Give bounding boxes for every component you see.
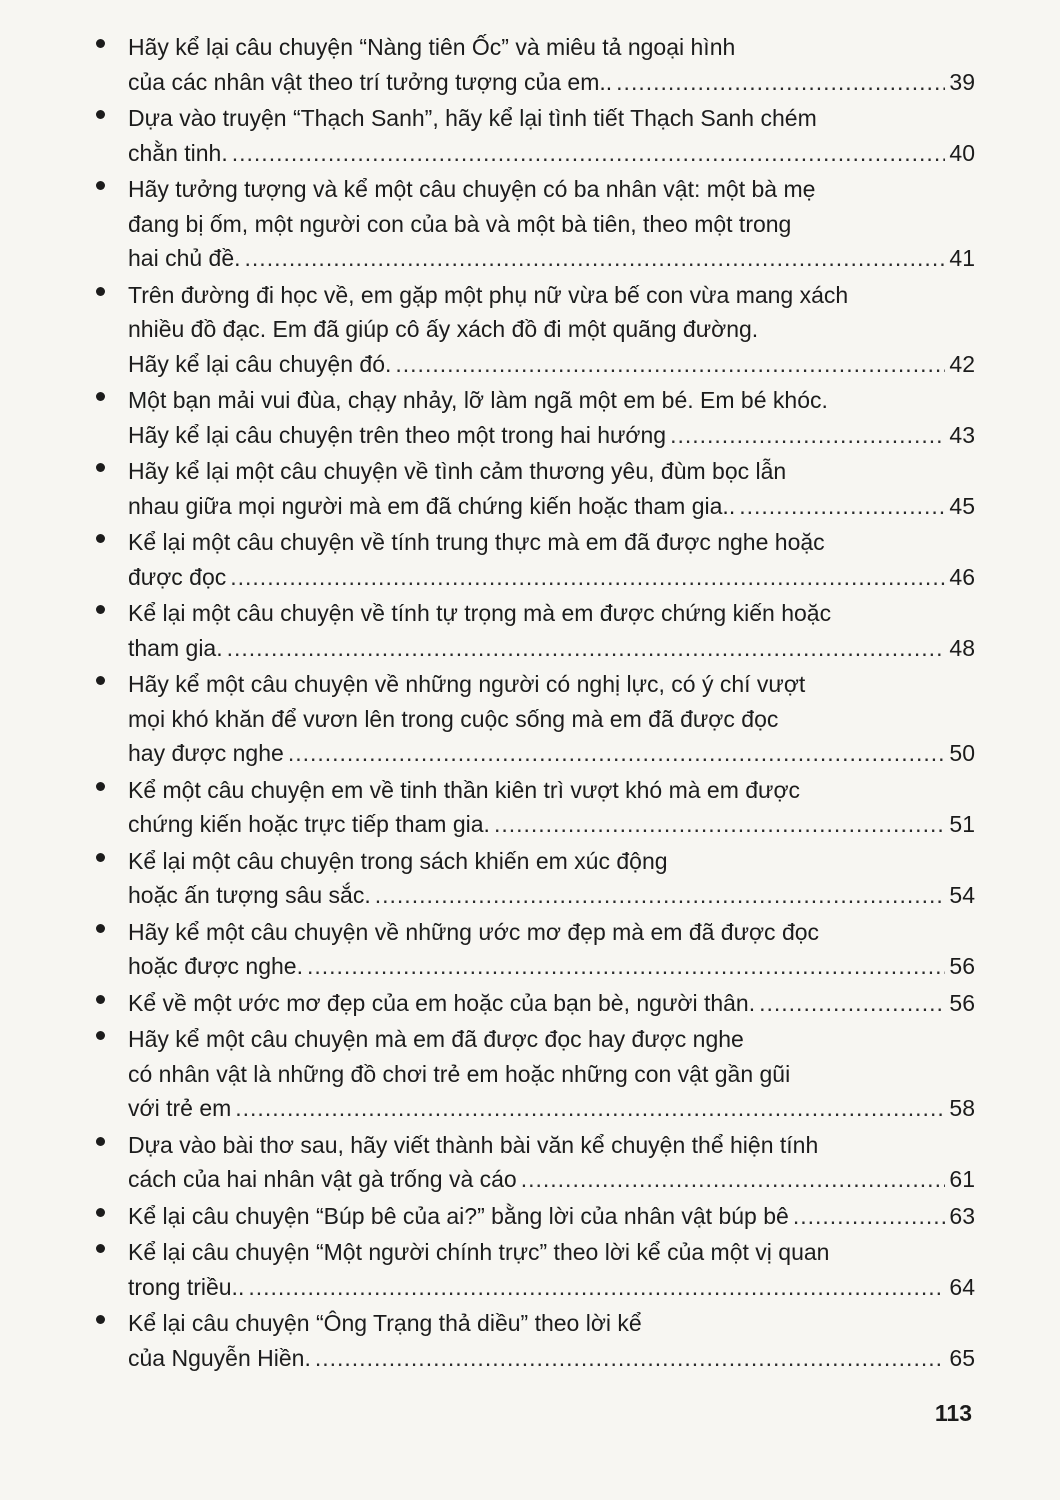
entry-text: Dựa vào truyện “Thạch Sanh”, hãy kể lại tình tiết Thạch Sanh chém xyxy=(128,105,817,131)
entry-line xyxy=(128,986,975,1021)
dot-leader xyxy=(494,807,945,842)
toc-entry xyxy=(90,525,975,594)
entry-text: Hãy kể một câu chuyện về những người có nghị lực, có ý chí vượt xyxy=(128,671,806,697)
toc-entry xyxy=(90,667,975,771)
entry-page-number: 51 xyxy=(949,811,975,837)
entry-line xyxy=(128,1022,975,1057)
entry-line xyxy=(128,65,975,100)
entry-page-number: 48 xyxy=(949,634,975,661)
toc-entry xyxy=(90,773,975,842)
entry-text: hoặc được nghe. xyxy=(128,953,303,979)
dot-leader xyxy=(307,949,945,984)
bullet-icon xyxy=(96,853,105,862)
entry-text: nhau giữa mọi người mà em đã chứng kiến hoặc tham gia.. xyxy=(128,492,736,519)
dot-leader xyxy=(288,736,946,771)
bullet-icon xyxy=(96,39,105,48)
entry-line xyxy=(128,631,975,666)
entry-text: tham gia. xyxy=(128,634,223,661)
dot-leader xyxy=(670,418,945,453)
bullet-icon xyxy=(96,463,105,472)
entry-line xyxy=(128,807,975,842)
dot-leader xyxy=(230,560,945,595)
table-of-contents xyxy=(90,30,975,1377)
entry-line xyxy=(128,489,975,524)
entry-text: Hãy kể một câu chuyện về những ước mơ đẹp mà em đã được đọc xyxy=(128,918,820,945)
toc-entry xyxy=(90,1199,975,1234)
entry-line xyxy=(128,667,975,702)
entry-line xyxy=(128,172,975,207)
toc-entry xyxy=(90,844,975,913)
entry-line xyxy=(128,878,975,913)
dot-leader xyxy=(235,1091,945,1126)
dot-leader xyxy=(245,241,946,276)
entry-page-number: 43 xyxy=(949,421,975,448)
entry-text: Kể một câu chuyện em về tinh thần kiên trì vượt khó mà em được xyxy=(128,776,801,803)
entry-text: hai chủ đề. xyxy=(128,245,241,271)
entry-text: Kể lại một câu chuyện về tính tự trọng mà em được chứng kiến hoặc xyxy=(128,600,832,626)
bullet-icon xyxy=(96,392,105,401)
bullet-icon xyxy=(96,1031,105,1040)
dot-leader xyxy=(375,878,946,913)
entry-page-number: 41 xyxy=(949,245,975,271)
entry-text: cách của hai nhân vật gà trống và cáo xyxy=(128,1166,517,1192)
dot-leader xyxy=(739,489,945,524)
entry-line xyxy=(128,30,975,65)
bullet-icon xyxy=(96,1208,105,1217)
entry-text: Dựa vào bài thơ sau, hãy viết thành bài văn kể chuyện thể hiện tính xyxy=(128,1131,819,1158)
entry-text: Trên đường đi học về, em gặp một phụ nữ vừa bế con vừa mang xách xyxy=(128,281,849,308)
entry-text: Kể lại một câu chuyện trong sách khiến em xúc động xyxy=(128,847,668,874)
entry-line xyxy=(128,454,975,489)
entry-page-number: 45 xyxy=(949,492,975,519)
entry-page-number: 64 xyxy=(949,1273,975,1300)
dot-leader xyxy=(315,1341,946,1376)
entry-line xyxy=(128,241,975,276)
toc-entry xyxy=(90,1306,975,1375)
bullet-icon xyxy=(96,534,105,543)
dot-leader xyxy=(793,1199,946,1234)
bullet-icon xyxy=(96,676,105,685)
entry-line xyxy=(128,1235,975,1270)
entry-line xyxy=(128,560,975,595)
entry-line xyxy=(128,207,975,242)
entry-line xyxy=(128,1128,975,1163)
entry-text: trong triều.. xyxy=(128,1273,245,1300)
toc-entry xyxy=(90,30,975,99)
entry-page-number: 39 xyxy=(949,68,975,95)
bullet-icon xyxy=(96,605,105,614)
entry-text: Kể lại một câu chuyện về tính trung thực mà em đã được nghe hoặc xyxy=(128,529,825,555)
dot-leader xyxy=(395,347,945,382)
dot-leader xyxy=(232,136,946,171)
toc-entry xyxy=(90,101,975,170)
dot-leader xyxy=(248,1270,945,1305)
toc-entry xyxy=(90,278,975,382)
entry-text: Hãy kể lại câu chuyện đó. xyxy=(128,350,392,377)
entry-page-number: 56 xyxy=(949,989,975,1016)
entry-page-number: 40 xyxy=(949,139,975,166)
entry-text: chứng kiến hoặc trực tiếp tham gia. xyxy=(128,811,490,837)
bullet-icon xyxy=(96,1244,105,1253)
entry-line xyxy=(128,347,975,382)
entry-line xyxy=(128,1057,975,1092)
entry-text: với trẻ em xyxy=(128,1095,232,1121)
entry-line xyxy=(128,1091,975,1126)
entry-text: Kể lại câu chuyện “Một người chính trực” theo lời kể của một vị quan xyxy=(128,1239,830,1265)
toc-entry xyxy=(90,986,975,1021)
bullet-icon xyxy=(96,1315,105,1324)
entry-line xyxy=(128,736,975,771)
entry-text: chằn tinh. xyxy=(128,139,228,166)
page-number: 113 xyxy=(934,1400,972,1426)
entry-text: Kể lại câu chuyện “Búp bê của ai?” bằng lời của nhân vật búp bê xyxy=(128,1202,789,1229)
bullet-icon xyxy=(96,181,105,190)
toc-entry xyxy=(90,1022,975,1126)
entry-line xyxy=(128,418,975,453)
entry-line xyxy=(128,1341,975,1376)
dot-leader xyxy=(616,65,945,100)
toc-entry xyxy=(90,915,975,984)
entry-page-number: 46 xyxy=(949,563,975,590)
bullet-icon xyxy=(96,287,105,296)
entry-page-number: 54 xyxy=(949,882,975,908)
dot-leader xyxy=(521,1162,946,1197)
entry-page-number: 61 xyxy=(949,1166,975,1192)
entry-line xyxy=(128,312,975,347)
toc-entry xyxy=(90,383,975,452)
entry-line xyxy=(128,1162,975,1197)
entry-text: của các nhân vật theo trí tưởng tượng của em.. xyxy=(128,68,613,95)
toc-entry xyxy=(90,1235,975,1304)
entry-line xyxy=(128,136,975,171)
entry-text: nhiều đồ đạc. Em đã giúp cô ấy xách đồ đi một quãng đường. xyxy=(128,316,759,342)
entry-text: Kể về một ước mơ đẹp của em hoặc của bạn bè, người thân. xyxy=(128,989,756,1016)
entry-line xyxy=(128,844,975,879)
entry-line xyxy=(128,773,975,808)
entry-line xyxy=(128,596,975,631)
entry-text: Hãy kể lại câu chuyện “Nàng tiên Ốc” và miêu tả ngoại hình xyxy=(128,34,736,60)
entry-text: đang bị ốm, một người con của bà và một bà tiên, theo một trong xyxy=(128,210,792,237)
bullet-icon xyxy=(96,924,105,933)
entry-text: Hãy kể lại một câu chuyện về tình cảm thương yêu, đùm bọc lẫn xyxy=(128,458,787,484)
entry-line xyxy=(128,949,975,984)
bullet-icon xyxy=(96,1137,105,1146)
bullet-icon xyxy=(96,782,105,791)
entry-page-number: 42 xyxy=(949,350,975,377)
toc-entry xyxy=(90,454,975,523)
entry-text: Một bạn mải vui đùa, chạy nhảy, lỡ làm ngã một em bé. Em bé khóc. xyxy=(128,387,828,413)
entry-line xyxy=(128,1199,975,1234)
entry-text: hay được nghe xyxy=(128,740,284,766)
entry-line xyxy=(128,101,975,136)
entry-text: của Nguyễn Hiền. xyxy=(128,1344,311,1371)
entry-line xyxy=(128,278,975,313)
entry-text: hoặc ấn tượng sâu sắc. xyxy=(128,882,371,908)
entry-text: Hãy tưởng tượng và kể một câu chuyện có ba nhân vật: một bà mẹ xyxy=(128,176,816,202)
bullet-icon xyxy=(96,110,105,119)
entry-line xyxy=(128,702,975,737)
entry-page-number: 65 xyxy=(949,1344,975,1371)
entry-page-number: 63 xyxy=(949,1202,975,1229)
entry-line xyxy=(128,1306,975,1341)
entry-text: Hãy kể lại câu chuyện trên theo một trong hai hướng xyxy=(128,421,667,448)
bullet-icon xyxy=(96,995,105,1004)
entry-text: được đọc xyxy=(128,563,227,590)
entry-text: Kể lại câu chuyện “Ông Trạng thả diều” theo lời kể xyxy=(128,1310,642,1336)
toc-entry xyxy=(90,1128,975,1197)
entry-line xyxy=(128,383,975,418)
entry-text: mọi khó khăn để vươn lên trong cuộc sống mà em đã được đọc xyxy=(128,705,779,732)
entry-text: Hãy kể một câu chuyện mà em đã được đọc hay được nghe xyxy=(128,1026,744,1052)
entry-text: có nhân vật là những đồ chơi trẻ em hoặc những con vật gần gũi xyxy=(128,1060,791,1087)
entry-line xyxy=(128,915,975,950)
entry-page-number: 58 xyxy=(949,1095,975,1121)
dot-leader xyxy=(227,631,946,666)
dot-leader xyxy=(759,986,945,1021)
toc-entry xyxy=(90,172,975,276)
toc-entry xyxy=(90,596,975,665)
entry-page-number: 50 xyxy=(949,740,975,766)
entry-page-number: 56 xyxy=(949,953,975,979)
entry-line xyxy=(128,1270,975,1305)
entry-line xyxy=(128,525,975,560)
